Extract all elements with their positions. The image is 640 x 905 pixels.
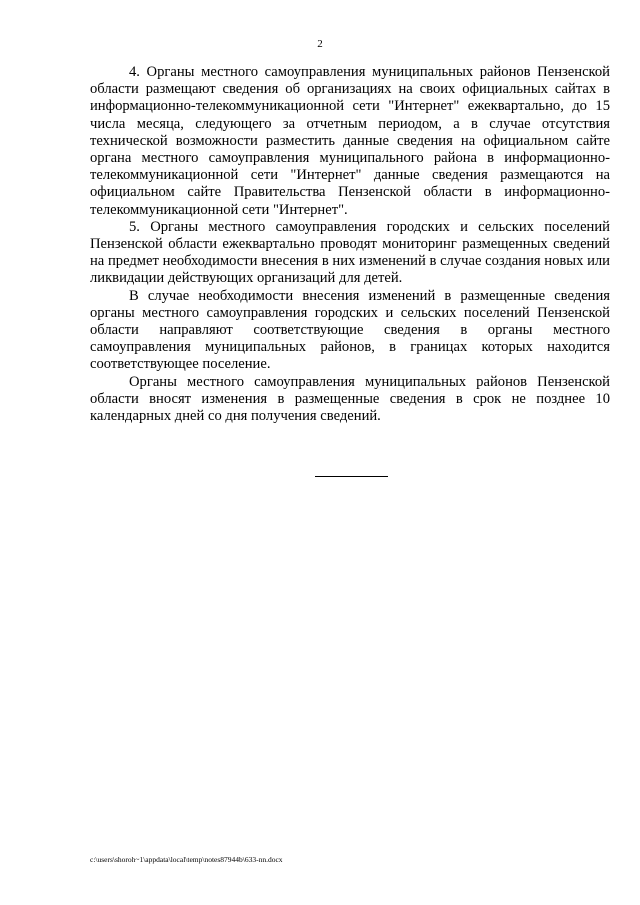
document-body <box>90 64 610 425</box>
paragraph-changes-notice: В случае необходимости внесения изменений в размещенные сведения органы местного самоуправления городских и сельских поселений Пензенской области направляют соответствующие сведения в органы местного самоуправления муниципальных районов, в границах которых находится соответствующее поселение. <box>90 287 610 373</box>
paragraph-item-4: 4. Органы местного самоуправления муниципальных районов Пензенской области размещают сведения об организациях на своих официальных сайтах в информационно-телекоммуникационной сети "Интернет" ежеквартально, до 15 числа месяца, следующего за отчетным периодом, а в случае отсутствия технической возможности разместить данные сведения на официальном сайте органа местного самоуправления муниципального района в информационно-телекоммуникационной сети "Интернет" данные сведения размещаются на официальном сайте Правительства Пензенской области в информационно-телекоммуникационной сети "Интернет". <box>90 64 610 218</box>
page-number: 2 <box>317 38 323 50</box>
paragraph-item-5: 5. Органы местного самоуправления городских и сельских поселений Пензенской области ежеквартально проводят мониторинг размещенных сведений на предмет необходимости внесения в них изменений в случае создания новых или ликвидации действующих организаций для детей. <box>90 218 610 287</box>
paragraph-changes-deadline: Органы местного самоуправления муниципальных районов Пензенской области вносят изменения в размещенные сведения в срок не позднее 10 календарных дней со дня получения сведений. <box>90 373 610 425</box>
footer-file-path: c:\users\shoroh~1\appdata\local\temp\notes87944b\633-nn.docx <box>90 855 283 864</box>
document-end-rule <box>315 476 388 477</box>
